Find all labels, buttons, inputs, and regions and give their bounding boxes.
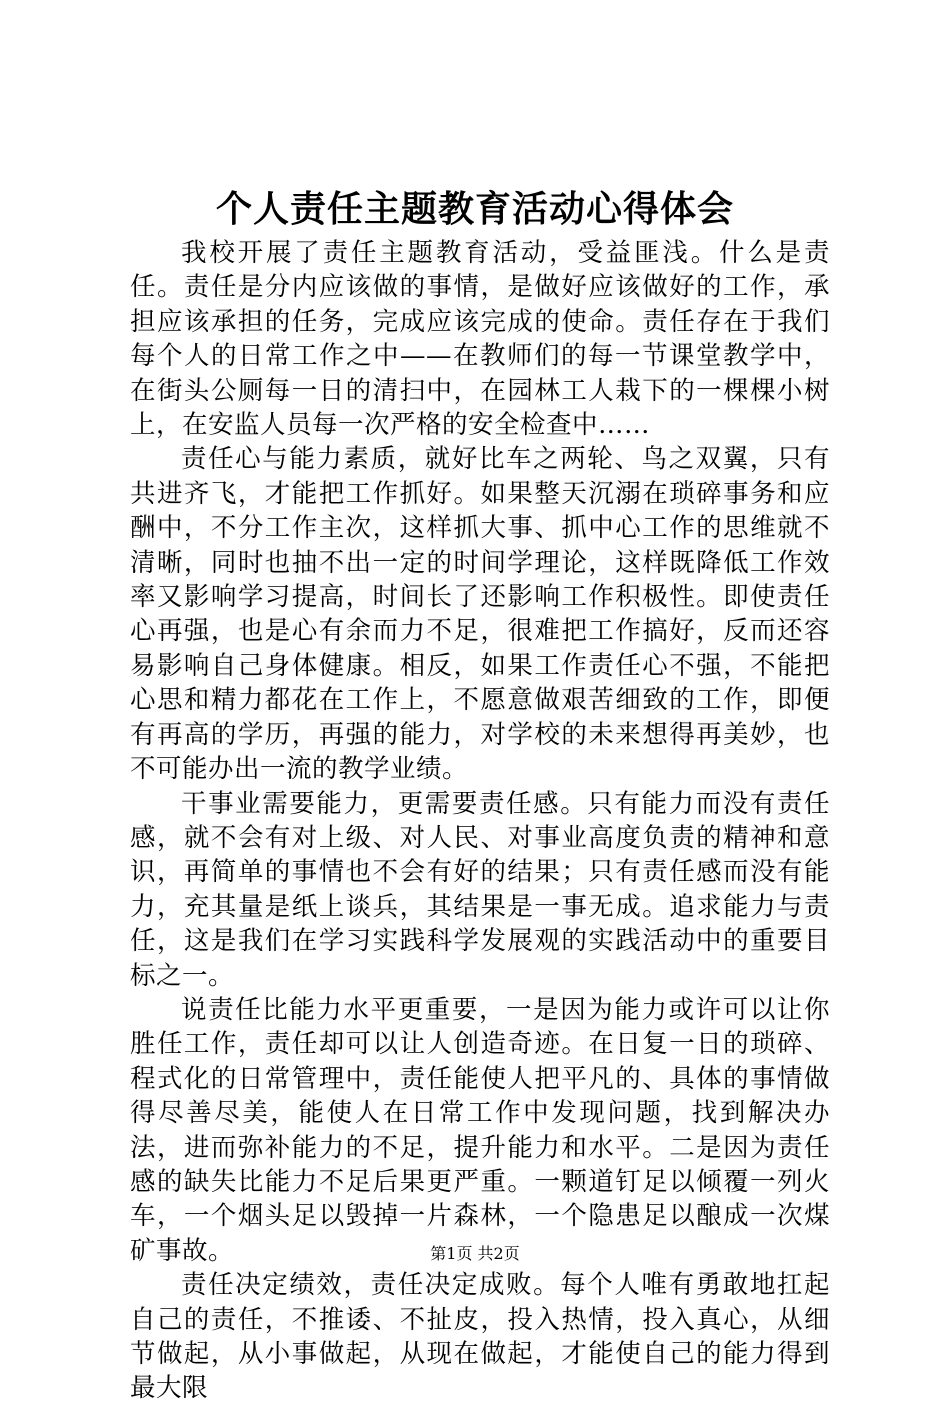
paragraph-2: 责任心与能力素质，就好比车之两轮、鸟之双翼，只有共进齐飞，才能把工作抓好。如果整天沉溺在琐碎事务和应酬中，不分工作主次，这样抓大事、抓中心工作的思维就不清晰，同时也抽不出一定的时间学理论，这样既降低工作效率又影响学习提高，时间长了还影响工作积极性。即使责任心再强，也是心有余而力不足，很难把工作搞好，反而还容易影响自己身体健康。相反，如果工作责任心不强，不能把心思和精力都花在工作上，不愿意做艰苦细致的工作，即便有再高的学历，再强的能力，对学校的未来想得再美妙，也不可能办出一流的教学业绩。 — [130, 444, 830, 785]
document-body — [130, 236, 830, 1406]
document-title: 个人责任主题教育活动心得体会 — [215, 188, 734, 230]
page-footer: 第1页 共2页 — [430, 1244, 520, 1263]
paragraph-4: 说责任比能力水平更重要，一是因为能力或许可以让你胜任工作，责任却可以让人创造奇迹。在日复一日的琐碎、程式化的日常管理中，责任能使人把平凡的、具体的事情做得尽善尽美，能使人在日常工作中发现问题，找到解决办法，进而弥补能力的不足，提升能力和水平。二是因为责任感的缺失比能力不足后果更严重。一颗道钉足以倾覆一列火车，一个烟头足以毁掉一片森林，一个隐患足以酿成一次煤矿事故。 — [130, 994, 830, 1266]
paragraph-1: 我校开展了责任主题教育活动，受益匪浅。什么是责任。责任是分内应该做的事情，是做好应该做好的工作，承担应该承担的任务，完成应该完成的使命。责任存在于我们每个人的日常工作之中——在教师们的每一节课堂教学中，在街头公厕每一日的清扫中，在园林工人栽下的一棵棵小树上，在安监人员每一次严格的安全检查中…… — [130, 238, 830, 441]
paragraph-3: 干事业需要能力，更需要责任感。只有能力而没有责任感，就不会有对上级、对人民、对事业高度负责的精神和意识，再简单的事情也不会有好的结果；只有责任感而没有能力，充其量是纸上谈兵，其结果是一事无成。追求能力与责任，这是我们在学习实践科学发展观的实践活动中的重要目标之一。 — [130, 788, 830, 991]
paragraph-5: 责任决定绩效，责任决定成败。每个人唯有勇敢地扛起自己的责任，不推诿、不扯皮，投入热情，投入真心，从细节做起，从小事做起，从现在做起，才能使自己的能力得到最大限 — [130, 1270, 830, 1404]
